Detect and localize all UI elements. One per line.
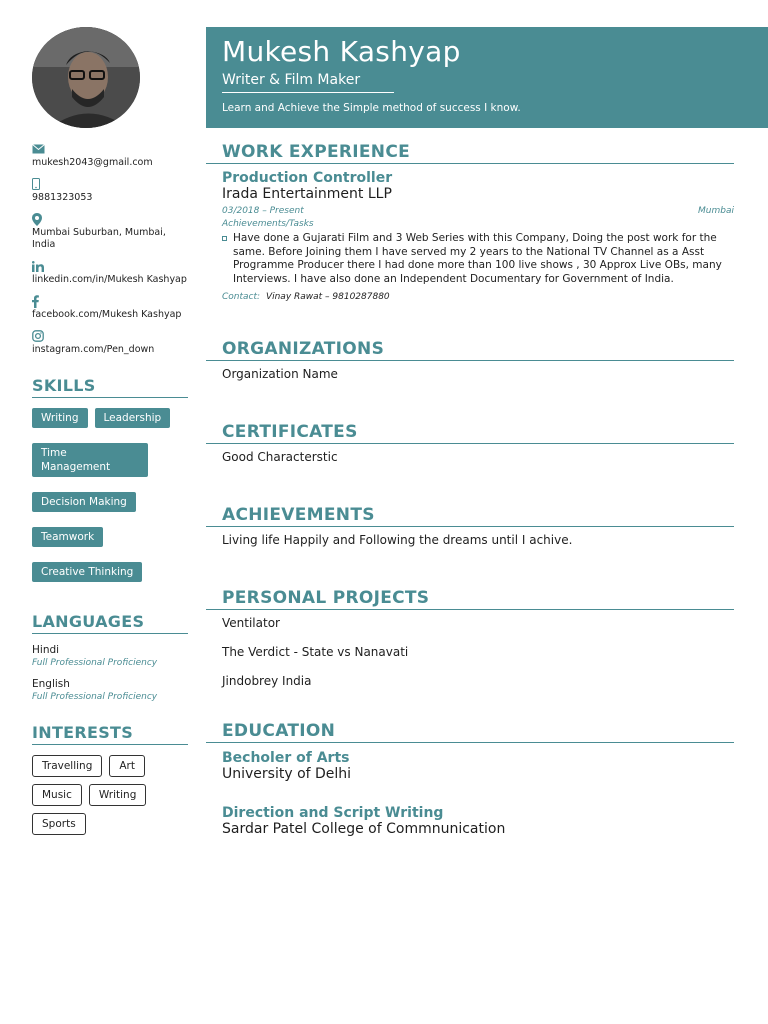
certificates-heading: CERTIFICATES bbox=[206, 422, 734, 444]
job-contact-label: Contact: bbox=[222, 292, 261, 302]
school-name: University of Delhi bbox=[222, 766, 352, 782]
education-heading: EDUCATION bbox=[206, 721, 734, 743]
job-contact-value: Vinay Rawat – 9810287880 bbox=[265, 292, 390, 302]
facebook-icon bbox=[32, 294, 188, 308]
certificate-name: Good Characterstic bbox=[222, 450, 338, 464]
language-item bbox=[32, 644, 188, 669]
skill-tag: Creative Thinking bbox=[32, 562, 142, 582]
degree-name: Becholer of Arts bbox=[222, 750, 350, 766]
company-name: Irada Entertainment LLP bbox=[222, 186, 392, 202]
interests-list bbox=[32, 755, 188, 842]
interests-heading: INTERESTS bbox=[32, 723, 188, 745]
contact-email bbox=[32, 142, 188, 169]
languages-heading: LANGUAGES bbox=[32, 612, 188, 634]
job-dates-row bbox=[222, 205, 734, 218]
skills-list bbox=[32, 408, 188, 597]
language-name: Hindi bbox=[32, 644, 60, 656]
certificates-section bbox=[206, 450, 734, 465]
project-item: The Verdict - State vs Nanavati bbox=[222, 645, 409, 659]
contact-linkedin bbox=[32, 259, 188, 286]
contact-text[interactable]: instagram.com/Pen_down bbox=[32, 344, 155, 355]
school-name: Sardar Patel College of Commnunication bbox=[222, 821, 506, 837]
language-name: English bbox=[32, 678, 70, 690]
achievement-text: Living life Happily and Following the dreams until I achive. bbox=[222, 533, 573, 547]
person-silhouette-icon bbox=[32, 27, 140, 128]
profile-photo bbox=[32, 27, 140, 128]
work-experience-section bbox=[206, 170, 734, 303]
language-level: Full Professional Proficiency bbox=[32, 692, 158, 702]
skill-tag: Leadership bbox=[95, 408, 171, 428]
linkedin-icon bbox=[32, 259, 188, 273]
degree-name: Direction and Script Writing bbox=[222, 805, 444, 821]
language-item bbox=[32, 678, 188, 703]
contact-text[interactable]: facebook.com/Mukesh Kashyap bbox=[32, 309, 182, 320]
contact-facebook bbox=[32, 294, 188, 321]
achievements-heading: ACHIEVEMENTS bbox=[206, 505, 734, 527]
interest-tag: Writing bbox=[89, 784, 147, 806]
interest-tag: Travelling bbox=[32, 755, 102, 777]
task-text: Have done a Gujarati Film and 3 Web Series with this Company, Doing the post work for the same. Before Joining them I have served my 2 years to the National TV Channel as a Asst Programme Producer there I had done more than 100 live shows , 30 Approx Live OBs, many Interviews. I have also done an Independent Documentary for Government of India. bbox=[233, 232, 722, 285]
organization-name: Organization Name bbox=[222, 367, 338, 381]
job-contact bbox=[222, 291, 734, 303]
square-bullet-icon bbox=[222, 236, 227, 241]
personal-projects-section bbox=[206, 616, 734, 689]
task-item bbox=[222, 232, 734, 286]
skills-heading: SKILLS bbox=[32, 376, 188, 398]
job-location: Mumbai bbox=[698, 206, 734, 216]
education-section bbox=[206, 750, 734, 838]
instagram-icon bbox=[32, 329, 188, 343]
contact-location bbox=[32, 212, 188, 251]
work-experience-heading: WORK EXPERIENCE bbox=[206, 142, 734, 164]
contact-instagram bbox=[32, 329, 188, 356]
contact-text: Mumbai Suburban, Mumbai, India bbox=[32, 227, 166, 250]
organizations-section bbox=[206, 367, 734, 382]
skill-tag: Time Management bbox=[32, 443, 148, 477]
contact-phone bbox=[32, 177, 188, 204]
header-banner bbox=[206, 27, 768, 128]
person-role: Writer & Film Maker bbox=[222, 71, 394, 93]
skill-tag: Writing bbox=[32, 408, 88, 428]
interest-tag: Art bbox=[109, 755, 145, 777]
organizations-heading: ORGANIZATIONS bbox=[206, 339, 734, 361]
project-item: Jindobrey India bbox=[222, 674, 312, 688]
job-dates: 03/2018 – Present bbox=[222, 206, 304, 216]
personal-projects-heading: PERSONAL PROJECTS bbox=[206, 588, 734, 610]
person-name: Mukesh Kashyap bbox=[222, 35, 461, 68]
main-content bbox=[206, 142, 734, 838]
skill-tag: Decision Making bbox=[32, 492, 136, 512]
contact-text[interactable]: linkedin.com/in/Mukesh Kashyap bbox=[32, 274, 187, 285]
skill-tag: Teamwork bbox=[32, 527, 103, 547]
language-level: Full Professional Proficiency bbox=[32, 658, 158, 668]
achievements-section bbox=[206, 533, 734, 548]
contact-text: 9881323053 bbox=[32, 192, 93, 203]
interest-tag: Sports bbox=[32, 813, 86, 835]
project-item: Ventilator bbox=[222, 616, 280, 630]
sidebar bbox=[32, 142, 188, 842]
tagline: Learn and Achieve the Simple method of success I know. bbox=[222, 102, 521, 114]
location-pin-icon bbox=[32, 212, 188, 226]
achievements-label: Achievements/Tasks bbox=[222, 219, 314, 229]
mobile-phone-icon bbox=[32, 177, 188, 191]
envelope-icon bbox=[32, 142, 188, 156]
job-title: Production Controller bbox=[222, 170, 393, 186]
interest-tag: Music bbox=[32, 784, 82, 806]
contact-text[interactable]: mukesh2043@gmail.com bbox=[32, 157, 153, 168]
